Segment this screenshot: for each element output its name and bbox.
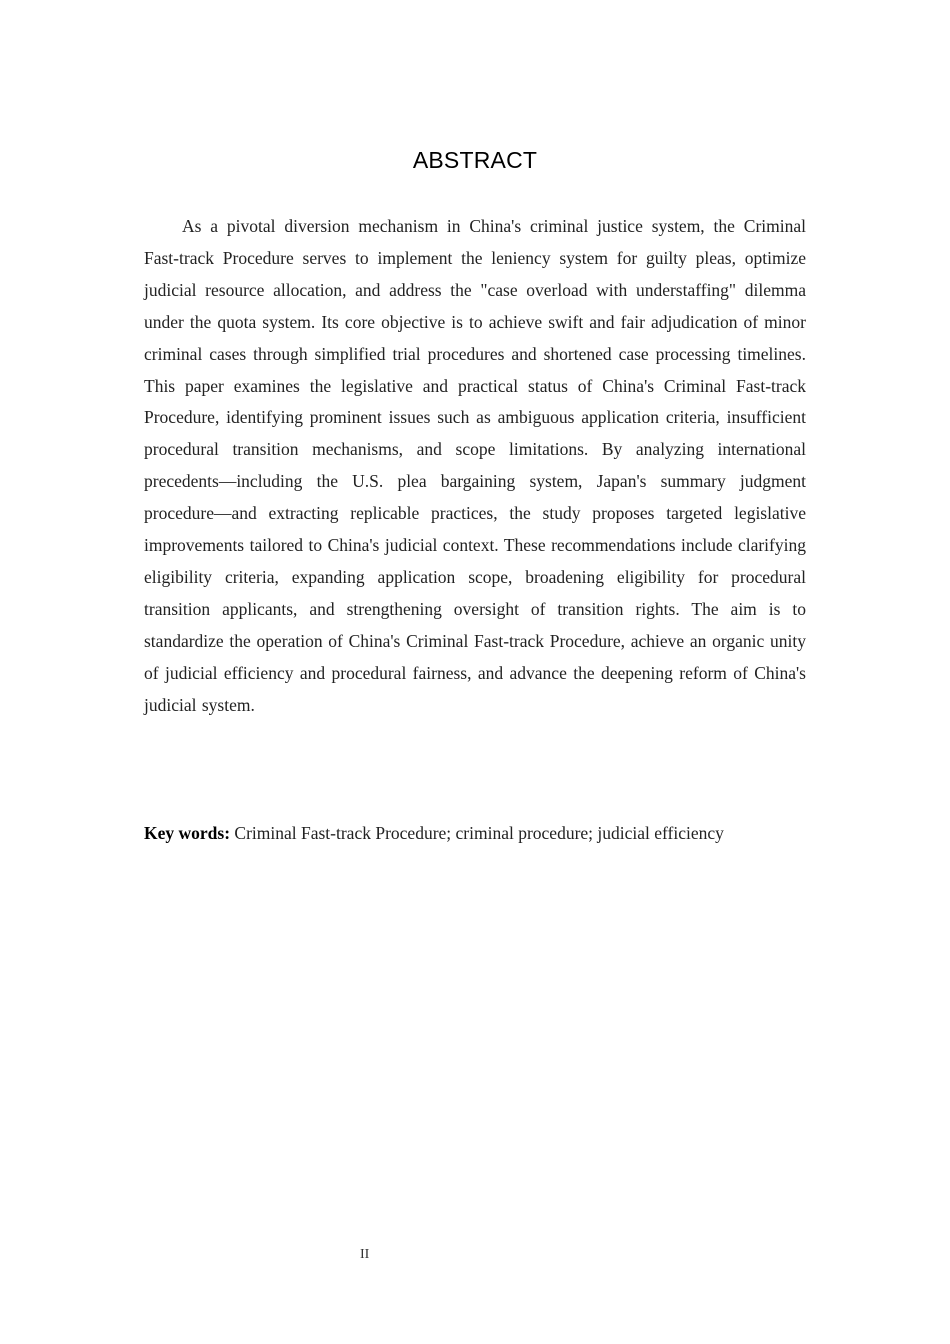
keywords-value: Criminal Fast-track Procedure; criminal procedure; judicial efficiency	[230, 823, 724, 843]
page-number: II	[360, 1247, 370, 1262]
keywords-label: Key words:	[144, 823, 231, 843]
abstract-body: As a pivotal diversion mechanism in China's criminal justice system, the Criminal Fast-track Procedure serves to implement the leniency system for guilty pleas, optimize judicial resource allocation, and address the "case overload with understaffing" dilemma under the quota system. Its core objective is to achieve swift and fair adjudication of minor criminal cases through simplified trial procedures and shortened case processing timelines. This paper examines the legislative and practical status of China's Criminal Fast-track Procedure, identifying prominent issues such as ambiguous application criteria, insufficient procedural transition mechanisms, and scope limitations. By analyzing international precedents—including the U.S. plea bargaining system, Japan's summary judgment procedure—and extracting replicable practices, the study proposes targeted legislative improvements tailored to China's judicial context. These recommendations include clarifying eligibility criteria, expanding application scope, broadening eligibility for procedural transition applicants, and strengthening oversight of transition rights. The aim is to standardize the operation of China's Criminal Fast-track Procedure, achieve an organic unity of judicial efficiency and procedural fairness, and advance the deepening reform of China's judicial system.	[144, 216, 806, 715]
keywords-paragraph	[144, 818, 806, 850]
abstract-title: ABSTRACT	[412, 147, 538, 173]
